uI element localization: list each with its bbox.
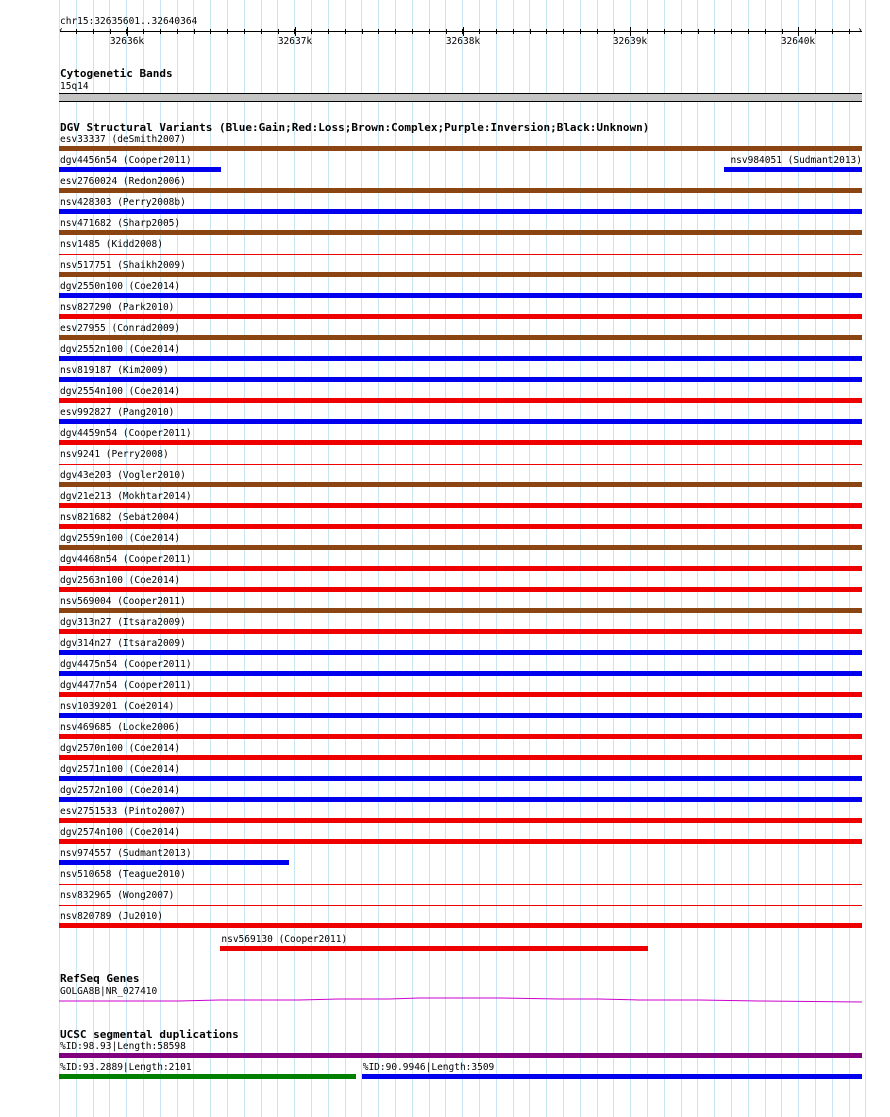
cytoband-label[interactable]: 15q14 xyxy=(60,81,89,92)
feature-label[interactable]: nsv9241 (Perry2008) xyxy=(60,449,169,460)
feature-label[interactable]: esv27955 (Conrad2009) xyxy=(60,323,181,334)
feature-label[interactable]: dgv314n27 (Itsara2009) xyxy=(60,638,186,649)
ruler-minor-tick xyxy=(194,29,195,34)
feature-bar[interactable] xyxy=(59,629,862,634)
ruler-minor-tick xyxy=(614,29,615,34)
feature-bar[interactable] xyxy=(59,650,862,655)
feature-label[interactable]: dgv4477n54 (Cooper2011) xyxy=(60,680,192,691)
ruler-minor-tick xyxy=(362,29,363,34)
ruler-tick-label: 32640k xyxy=(780,36,816,47)
ruler-line xyxy=(60,31,862,32)
feature-label[interactable]: dgv2571n100 (Coe2014) xyxy=(60,764,181,775)
feature-label[interactable]: dgv4459n54 (Cooper2011) xyxy=(60,428,192,439)
ruler-minor-tick xyxy=(446,29,447,34)
ruler-minor-tick xyxy=(563,29,564,34)
ruler-minor-tick xyxy=(311,29,312,34)
feature-label[interactable]: dgv2572n100 (Coe2014) xyxy=(60,785,181,796)
ruler-minor-tick xyxy=(378,29,379,34)
ruler-minor-tick xyxy=(429,29,430,34)
feature-bar[interactable] xyxy=(59,545,862,550)
feature-bar[interactable] xyxy=(59,1053,862,1058)
ruler-minor-tick xyxy=(647,29,648,34)
feature-bar[interactable] xyxy=(59,884,862,885)
ruler-minor-tick xyxy=(177,29,178,34)
feature-label[interactable]: nsv832965 (Wong2007) xyxy=(60,890,175,901)
feature-bar[interactable] xyxy=(59,818,862,823)
ruler-tick-label: 32638k xyxy=(445,36,481,47)
ruler-minor-tick xyxy=(597,29,598,34)
ruler-minor-tick xyxy=(546,29,547,34)
feature-bar[interactable] xyxy=(59,734,862,739)
ruler-minor-tick xyxy=(76,29,77,34)
refseq-track-title: RefSeq Genes xyxy=(60,972,140,985)
feature-bar[interactable] xyxy=(59,398,862,403)
feature-label[interactable]: dgv2550n100 (Coe2014) xyxy=(60,281,181,292)
ruler-minor-tick xyxy=(530,29,531,34)
feature-bar[interactable] xyxy=(59,671,862,676)
feature-label[interactable]: %ID:90.9946|Length:3509 xyxy=(362,1062,495,1073)
feature-bar[interactable] xyxy=(59,209,862,214)
cytoband-bar[interactable] xyxy=(59,93,862,102)
feature-bar[interactable] xyxy=(59,860,289,865)
feature-bar[interactable] xyxy=(59,335,862,340)
refseq-gene-label[interactable]: GOLGA8B|NR_027410 xyxy=(60,986,158,997)
feature-bar[interactable] xyxy=(59,839,862,844)
ruler-minor-tick xyxy=(227,29,228,34)
feature-label[interactable]: nsv984051 (Sudmant2013) xyxy=(730,155,862,166)
feature-label[interactable]: dgv2570n100 (Coe2014) xyxy=(60,743,181,754)
location-label: chr15:32635601..32640364 xyxy=(60,16,198,27)
ruler-minor-tick xyxy=(479,29,480,34)
ruler-minor-tick xyxy=(580,29,581,34)
grid-line xyxy=(697,0,698,1117)
feature-bar[interactable] xyxy=(220,946,647,951)
ruler-minor-tick xyxy=(731,29,732,34)
feature-label[interactable]: dgv21e213 (Mokhtar2014) xyxy=(60,491,192,502)
ruler-minor-tick xyxy=(832,29,833,34)
ruler-minor-tick xyxy=(681,29,682,34)
grid-line xyxy=(664,0,665,1117)
feature-bar[interactable] xyxy=(59,254,862,255)
feature-label[interactable]: nsv471682 (Sharp2005) xyxy=(60,218,181,229)
segdup-track-title: UCSC segmental duplications xyxy=(60,1028,239,1041)
ruler-minor-tick xyxy=(244,29,245,34)
ruler-minor-tick xyxy=(126,29,127,34)
ruler-left-arrow-icon: ‹ xyxy=(58,25,65,36)
feature-bar[interactable] xyxy=(59,314,862,319)
ruler-minor-tick xyxy=(714,29,715,34)
ruler-minor-tick xyxy=(798,29,799,34)
feature-bar[interactable] xyxy=(59,503,862,508)
ruler-minor-tick xyxy=(462,29,463,34)
feature-bar[interactable] xyxy=(59,440,862,445)
feature-label[interactable]: dgv2559n100 (Coe2014) xyxy=(60,533,181,544)
feature-label[interactable]: dgv2554n100 (Coe2014) xyxy=(60,386,181,397)
feature-bar[interactable] xyxy=(59,905,862,906)
feature-bar[interactable] xyxy=(59,566,862,571)
ruler-major-tick xyxy=(463,27,464,36)
feature-bar[interactable] xyxy=(59,923,862,928)
ruler-minor-tick xyxy=(395,29,396,34)
feature-bar[interactable] xyxy=(59,293,862,298)
feature-label[interactable]: nsv469685 (Locke2006) xyxy=(60,722,181,733)
feature-bar[interactable] xyxy=(59,524,862,529)
ruler-minor-tick xyxy=(210,29,211,34)
feature-bar[interactable] xyxy=(59,587,862,592)
ruler-minor-tick xyxy=(782,29,783,34)
feature-label[interactable]: dgv4456n54 (Cooper2011) xyxy=(60,155,192,166)
cytoband-track-title: Cytogenetic Bands xyxy=(60,67,173,80)
feature-label[interactable]: esv992827 (Pang2010) xyxy=(60,407,175,418)
ruler-major-tick xyxy=(127,27,128,36)
feature-label[interactable]: nsv820789 (Ju2010) xyxy=(60,911,163,922)
ruler-minor-tick xyxy=(412,29,413,34)
ruler-minor-tick xyxy=(143,29,144,34)
feature-label[interactable]: nsv517751 (Shaikh2009) xyxy=(60,260,186,271)
feature-bar[interactable] xyxy=(59,230,862,235)
feature-label[interactable]: dgv2574n100 (Coe2014) xyxy=(60,827,181,838)
feature-bar[interactable] xyxy=(59,167,221,172)
feature-bar[interactable] xyxy=(59,482,862,487)
ruler-minor-tick xyxy=(345,29,346,34)
feature-bar[interactable] xyxy=(59,692,862,697)
feature-bar[interactable] xyxy=(724,167,862,172)
feature-label[interactable]: nsv1485 (Kidd2008) xyxy=(60,239,163,250)
ruler-minor-tick xyxy=(110,29,111,34)
refseq-gene-line[interactable] xyxy=(59,995,862,1005)
ruler-tick-label: 32637k xyxy=(277,36,313,47)
ruler-minor-tick xyxy=(93,29,94,34)
feature-label[interactable]: nsv1039201 (Coe2014) xyxy=(60,701,175,712)
ruler-minor-tick xyxy=(815,29,816,34)
feature-bar[interactable] xyxy=(59,272,862,277)
ruler-minor-tick xyxy=(328,29,329,34)
feature-label[interactable]: dgv4475n54 (Cooper2011) xyxy=(60,659,192,670)
feature-bar[interactable] xyxy=(59,377,862,382)
feature-bar[interactable] xyxy=(59,797,862,802)
ruler-minor-tick xyxy=(496,29,497,34)
ruler-minor-tick xyxy=(748,29,749,34)
feature-label[interactable]: dgv2552n100 (Coe2014) xyxy=(60,344,181,355)
ruler-tick-label: 32636k xyxy=(109,36,145,47)
ruler-major-tick xyxy=(295,27,296,36)
feature-label[interactable]: dgv313n27 (Itsara2009) xyxy=(60,617,186,628)
feature-bar[interactable] xyxy=(59,419,862,424)
ruler-minor-tick xyxy=(630,29,631,34)
feature-bar[interactable] xyxy=(59,1074,356,1079)
feature-label[interactable]: nsv827290 (Park2010) xyxy=(60,302,175,313)
feature-bar[interactable] xyxy=(59,146,862,151)
feature-label[interactable]: dgv2563n100 (Coe2014) xyxy=(60,575,181,586)
ruler-minor-tick xyxy=(849,29,850,34)
ruler-minor-tick xyxy=(664,29,665,34)
feature-label[interactable]: nsv974557 (Sudmant2013) xyxy=(60,848,192,859)
dgv-track-title: DGV Structural Variants (Blue:Gain;Red:Loss;Brown:Complex;Purple:Inversion;Black:Unknown) xyxy=(60,121,650,134)
feature-bar[interactable] xyxy=(59,356,862,361)
ruler-minor-tick xyxy=(261,29,262,34)
grid-line xyxy=(865,0,866,1117)
feature-label[interactable]: %ID:93.2889|Length:2101 xyxy=(60,1062,192,1073)
ruler-minor-tick xyxy=(294,29,295,34)
feature-bar[interactable] xyxy=(59,713,862,718)
feature-label[interactable]: nsv428303 (Perry2008b) xyxy=(60,197,186,208)
feature-label[interactable]: nsv510658 (Teague2010) xyxy=(60,869,186,880)
ruler-tick-label: 32639k xyxy=(612,36,648,47)
feature-bar[interactable] xyxy=(59,776,862,781)
feature-label[interactable]: nsv569004 (Cooper2011) xyxy=(60,596,186,607)
ruler-minor-tick xyxy=(278,29,279,34)
feature-label[interactable]: %ID:98.93|Length:58598 xyxy=(60,1041,186,1052)
feature-label[interactable]: dgv4468n54 (Cooper2011) xyxy=(60,554,192,565)
feature-bar[interactable] xyxy=(59,464,862,465)
feature-label[interactable]: nsv819187 (Kim2009) xyxy=(60,365,169,376)
feature-label[interactable]: nsv821682 (Sebat2004) xyxy=(60,512,181,523)
grid-line xyxy=(714,0,715,1117)
feature-label[interactable]: dgv43e203 (Vogler2010) xyxy=(60,470,186,481)
ruler-minor-tick xyxy=(513,29,514,34)
feature-bar[interactable] xyxy=(59,755,862,760)
ruler-minor-tick xyxy=(160,29,161,34)
grid-line xyxy=(681,0,682,1117)
feature-label[interactable]: esv2751533 (Pinto2007) xyxy=(60,806,186,817)
feature-bar[interactable] xyxy=(59,188,862,193)
feature-label[interactable]: esv33337 (deSmith2007) xyxy=(60,134,186,145)
ruler-minor-tick xyxy=(765,29,766,34)
feature-bar[interactable] xyxy=(362,1074,862,1079)
feature-bar[interactable] xyxy=(59,608,862,613)
feature-label[interactable]: nsv569130 (Cooper2011) xyxy=(221,934,348,945)
feature-label[interactable]: esv2760024 (Redon2006) xyxy=(60,176,186,187)
ruler-minor-tick xyxy=(698,29,699,34)
ruler-right-arrow-icon: › xyxy=(857,25,864,36)
